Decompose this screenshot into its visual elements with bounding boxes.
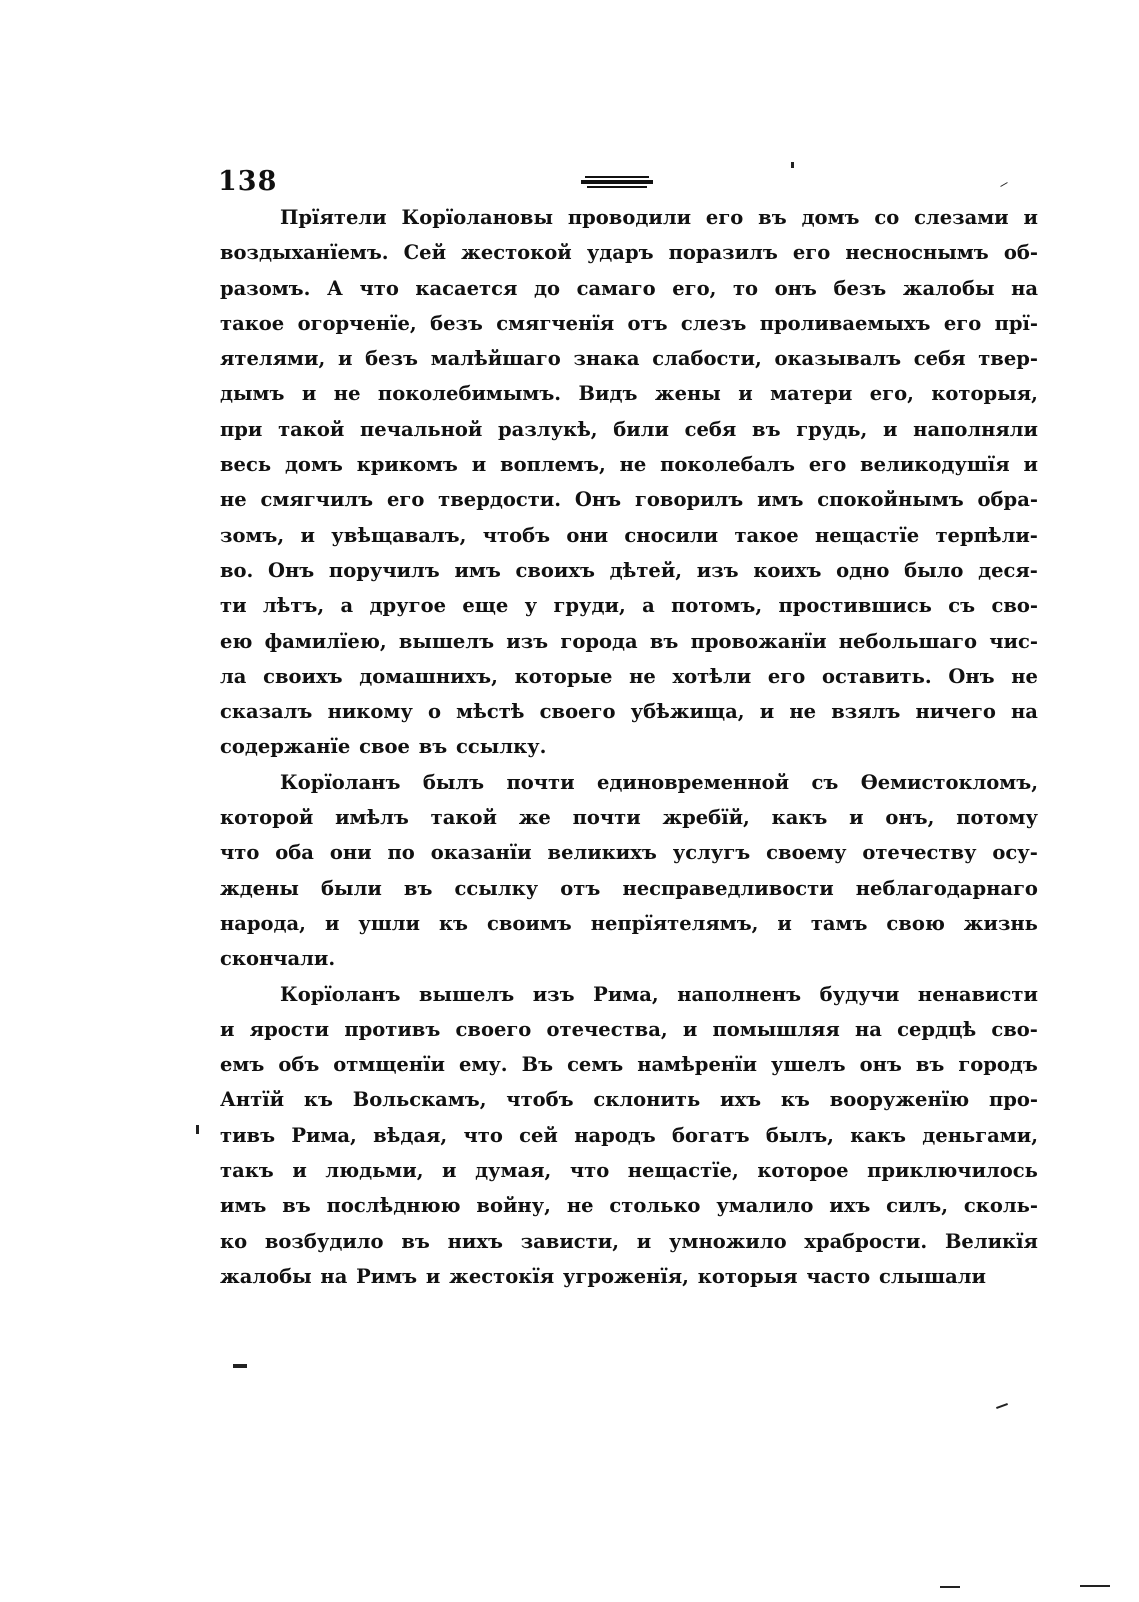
- text-line: ла своихъ домашнихъ, которые не хотѣли его оставить. Онъ не: [220, 664, 1038, 688]
- text-line: Прїятели Корїолановы проводили его въ домъ со слезами и: [280, 206, 1038, 229]
- text-line: скончали.: [220, 947, 336, 971]
- text-line: содержанїе свое въ ссылку.: [220, 735, 547, 759]
- paragraph: [220, 200, 1038, 765]
- text-line: такъ и людьми, и думая, что нещастїе, которое приключилось: [220, 1159, 1038, 1183]
- text-line: воздыханїемъ. Сей жестокой ударъ поразилъ его несноснымъ об-: [220, 241, 1038, 265]
- text-block: [220, 200, 1038, 1294]
- text-line: Корїоланъ былъ почти единовременной съ Ѳемистокломъ,: [280, 770, 1038, 794]
- page-number: 138: [218, 166, 278, 197]
- text-line: тивъ Рима, вѣдая, что сей народъ богатъ былъ, какъ деньгами,: [220, 1123, 1038, 1147]
- text-line: Корїоланъ вышелъ изъ Рима, наполненъ будучи ненависти: [280, 982, 1038, 1006]
- text-line: народа, и ушли къ своимъ непрїятелямъ, и тамъ свою жизнь: [220, 911, 1038, 935]
- text-line: весь домъ крикомъ и воплемъ, не поколебалъ его великодушїя и: [220, 453, 1038, 477]
- text-line: которой имѣлъ такой же почти жребїй, какъ и онъ, потому: [220, 806, 1038, 830]
- text-line: ею фамилїею, вышелъ изъ города въ провожанїи небольшаго чис-: [220, 629, 1038, 653]
- text-line: зомъ, и увѣщавалъ, чтобъ они сносили такое нещастїе терпѣли-: [220, 523, 1038, 547]
- text-line: что оба они по оказанїи великихъ услугъ своему отечеству осу-: [220, 841, 1038, 865]
- text-line: ко возбудило въ нихъ зависти, и умножило храбрости. Великїя: [220, 1229, 1038, 1253]
- text-line: имъ въ послѣднюю войну, не столько умалило ихъ силъ, сколь-: [220, 1194, 1038, 1218]
- text-line: не смягчилъ его твердости. Онъ говорилъ имъ спокойнымъ обра-: [220, 488, 1038, 512]
- text-line: ти лѣтъ, а другое еще у груди, а потомъ, простившись съ сво-: [220, 594, 1038, 618]
- paragraph: [220, 977, 1038, 1295]
- text-line: ятелями, и безъ малѣйшаго знака слабости, оказывалъ себя твер-: [220, 347, 1038, 371]
- text-line: разомъ. А что касается до самаго его, то онъ безъ жалобы на: [220, 276, 1038, 300]
- text-line: ждены были въ ссылку отъ несправедливости неблагодарнаго: [220, 876, 1038, 900]
- header-ornament-rule: [581, 176, 653, 190]
- text-line: сказалъ никому о мѣстѣ своего убѣжища, и не взялъ ничего на: [220, 700, 1038, 724]
- text-line: такое огорченїе, безъ смягченїя отъ слезъ проливаемыхъ его прї-: [220, 311, 1038, 335]
- text-line: Антїй къ Вольскамъ, чтобъ склонить ихъ къ вооруженїю про-: [220, 1088, 1038, 1112]
- text-line: жалобы на Римъ и жестокїя угроженїя, которыя часто слышали: [220, 1264, 986, 1288]
- text-line: во. Онъ поручилъ имъ своихъ дѣтей, изъ коихъ одно было деся-: [220, 558, 1038, 582]
- paragraph: [220, 765, 1038, 977]
- text-line: при такой печальной разлукѣ, били себя въ грудь, и наполняли: [220, 417, 1038, 441]
- text-line: емъ объ отмщенїи ему. Въ семъ намѣренїи ушелъ онъ въ городъ: [220, 1053, 1038, 1077]
- text-line: дымъ и не поколебимымъ. Видъ жены и матери его, которыя,: [220, 382, 1038, 406]
- text-line: и ярости противъ своего отечества, и помышляя на сердцѣ сво-: [220, 1017, 1038, 1041]
